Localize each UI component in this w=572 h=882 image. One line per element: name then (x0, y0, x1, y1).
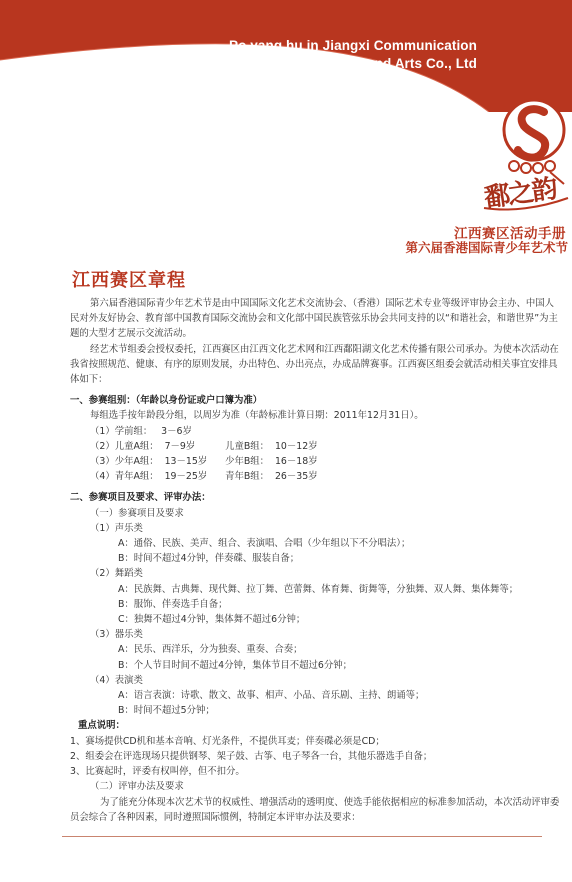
company-name (229, 37, 477, 73)
company-line-1: Po yang hu in Jiangxi Communication (228, 38, 477, 53)
category-dance-a: A：民族舞、古典舞、现代舞、拉丁舞、芭蕾舞、体育舞、街舞等，分独舞、双人舞、集体舞等； (118, 583, 519, 595)
section-1-title: 一、参赛组别：（年龄以身份证或户口簿为准） (70, 395, 263, 407)
category-instrument: （3）器乐类 (90, 629, 143, 641)
note-3: 3、比赛起时，评委有权叫停，但不扣分。 (70, 766, 245, 778)
category-dance-b: B：服饰、伴奏选手自备； (118, 598, 228, 610)
intro-paragraph-2: 经艺术节组委会授权委托，江西赛区由江西文化艺术网和江西鄱阳湖文化艺术传播有限公司承办。为使本次活动在我省按照规范、健康、有序的原则发展，办出特色、办出亮点，办成品牌赛事。江西赛区组委会就活动相关事宜安排具体如下： (70, 343, 559, 386)
handbook-title: 江西赛区活动手册 (454, 226, 566, 242)
section-2-sub-2: （二）评审办法及要求 (90, 781, 184, 793)
category-performance-b: B：时间不超过5分钟； (118, 705, 215, 717)
category-performance-a: A：语言表演：诗歌、散文、故事、相声、小品、音乐剧、主持、朗诵等； (118, 690, 425, 702)
category-dance: （2）舞蹈类 (90, 568, 143, 580)
notes-title: 重点说明： (78, 720, 125, 732)
category-instrument-b: B：个人节目时间不超过4分钟，集体节目不超过6分钟； (118, 659, 352, 671)
page-heading: 江西赛区章程 (72, 270, 186, 291)
intro-paragraph-1: 第六届香港国际青少年艺术节是由中国国际文化艺术交流协会、（香港）国际艺术专业等级评审协会主办、中国人民对外友好协会、教育部中国教育国际交流协会和文化部中国民族管弦乐协会共同支持的以“和谐社会，和谐世界”为主题的大型才艺展示交流活动。 (70, 298, 558, 340)
footer-divider (62, 836, 542, 837)
final-paragraph: 为了能充分体现本次艺术节的权威性、增强活动的透明度、使选手能依据相应的标准参加活动，本次活动评审委员会综合了各种因素，同时遵照国际惯例，特制定本评审办法及要求： (70, 796, 560, 823)
category-vocal-b: B：时间不超过4分钟，伴奏碟、服装自备； (118, 553, 300, 565)
category-vocal: （1）声乐类 (90, 522, 143, 534)
group-row-4: （4）青年A组： 19－25岁 青年B组： 26－35岁 (90, 471, 318, 483)
category-instrument-a: A：民乐、西洋乐，分为独奏、重奏、合奏； (118, 644, 303, 656)
section-1-description: 每组选手按年龄段分组，以周岁为准（年龄标准计算日期：2011年12月31日）。 (90, 410, 424, 422)
festival-title: 第六届香港国际青少年艺术节 (405, 240, 568, 255)
company-line-2: Culture and Arts Co., Ltd (315, 56, 477, 71)
swirl-logo-icon (500, 96, 568, 174)
group-row-2: （2）儿童A组： 7－9岁 儿童B组： 10－12岁 (90, 440, 318, 452)
category-vocal-a: A：通俗、民族、美声、组合、表演唱、合唱（少年组以下不分唱法）； (118, 538, 411, 550)
document-body (70, 296, 560, 825)
section-2-title: 二、参赛项目及要求、评审办法： (70, 492, 211, 504)
group-row-1: （1）学前组： 3－6岁 (90, 425, 192, 437)
note-1: 1、赛场提供CD机和基本音响、灯光条件，不提供耳麦；伴奏碟必须是CD； (70, 735, 385, 747)
category-dance-c: C：独舞不超过4分钟，集体舞不超过6分钟； (118, 614, 306, 626)
brand-logotype: 鄱之韵 (482, 174, 558, 214)
category-performance: （4）表演类 (90, 674, 143, 686)
group-row-3: （3）少年A组： 13－15岁 少年B组： 16－18岁 (90, 456, 318, 468)
note-2: 2、组委会在评选现场只提供钢琴、架子鼓、古筝、电子琴各一台，其他乐器选手自备； (70, 750, 433, 762)
section-2-sub-1: （一）参赛项目及要求 (90, 507, 184, 519)
